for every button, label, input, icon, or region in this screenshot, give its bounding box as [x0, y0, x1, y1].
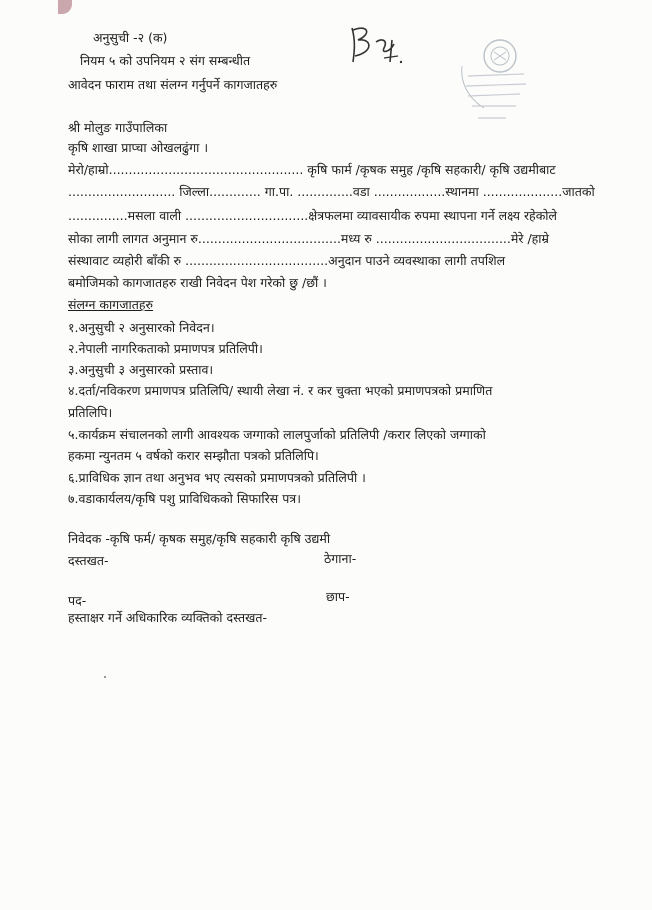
attachment-item: ४.दर्ता/नविकरण प्रमाणपत्र प्रतिलिपि/ स्थायी लेखा नं. र कर चुक्ता भएको प्रमाणपत्रको प्रमाणित: [68, 383, 493, 398]
annex-heading: अनुसुची -२ (क): [93, 30, 168, 45]
form-title: आवेदन फाराम तथा संलग्न गर्नुपर्ने कागजातहरु: [68, 77, 278, 92]
body-line: बमोजिमको कागजातहरु राखी निवेदन पेश गरेको छु /छौं ।: [68, 275, 327, 290]
attachment-item: ३.अनुसुची ३ अनुसारको प्रस्ताव।: [68, 362, 214, 377]
addressee-office: श्री मोलुङ गाउँपालिका: [68, 120, 168, 135]
rule-reference: नियम ५ को उपनियम २ संग सम्बन्धीत: [80, 53, 251, 68]
stray-mark: [104, 676, 106, 678]
attachment-item: प्रतिलिपि।: [68, 405, 113, 420]
body-line: संस्थावाट व्यहोरी बाँकी रु ....................................अनुदान पाउने व्यवस्थाका लागी तपशिल: [68, 253, 506, 268]
body-line: ........................... जिल्ला............. गा.पा. ..............वडा ..................स्थानमा ....................जातको: [68, 184, 595, 199]
seal-label: छाप-: [326, 589, 350, 604]
attachment-item: ६.प्राविधिक ज्ञान तथा अनुभव भए त्यसको प्रमाणपत्रको प्रतिलिपी ।: [68, 470, 366, 485]
attachment-item: ५.कार्यक्रम संचालनको लागी आवश्यक जग्गाको लालपुर्जाको प्रतिलिपी /करार लिएको जग्गाको: [68, 427, 486, 442]
attachment-item: ७.वडाकार्यलय/कृषि पशु प्राविधिकको सिफारिस पत्र।: [68, 491, 301, 506]
authorized-signature-label: हस्ताक्षर गर्ने अधिकारिक व्यक्तिको दस्तखत-: [68, 610, 267, 625]
attachment-item: हकमा न्युनतम ५ वर्षको करार सम्झौता पत्रको प्रतिलिपि।: [68, 448, 319, 463]
body-line: मेरो/हाम्रो................................................. कृषि फार्म /कृषक समुह /कृषि सहकारी/ कृषि उद्यमीबाट: [68, 162, 556, 177]
attachment-item: १.अनुसुची २ अनुसारको निवेदन।: [68, 320, 215, 335]
office-seal: [454, 34, 536, 126]
body-line: ...............मसला वाली ...............................क्षेत्रफलमा व्यावसायीक रुपमा स्थापना गर्ने लक्ष्य रहेकोले: [68, 208, 558, 223]
position-label: पद-: [68, 593, 87, 608]
body-line: सोका लागी लागत अनुमान रु....................................मध्य रु ..................................मेरे /हाम्रे: [68, 231, 550, 246]
attachment-item: २.नेपाली नागरिकताको प्रमाणपत्र प्रतिलिपी।: [68, 341, 263, 356]
handwritten-signature: [346, 22, 406, 66]
attachments-heading: संलग्न कागजातहरु: [68, 297, 153, 312]
address-label: ठेगाना-: [324, 551, 357, 566]
addressee-branch: कृषि शाखा प्राप्चा ओखलढुंगा ।: [68, 140, 209, 155]
corner-mark: [58, 0, 72, 14]
applicant-label: निवेदक -कृषि फर्म/ कृषक समुह/कृषि सहकारी कृषि उद्यमी: [68, 531, 331, 546]
signature-label: दस्तखत-: [68, 553, 109, 568]
